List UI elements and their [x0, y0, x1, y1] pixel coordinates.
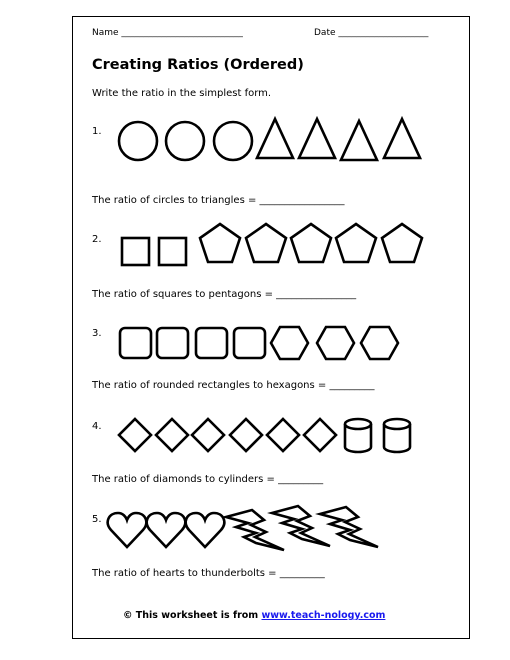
- footer-prefix: © This worksheet is from: [123, 610, 262, 621]
- heart-shape: [186, 513, 225, 547]
- thunderbolt-shape: [226, 510, 284, 550]
- thunderbolt-shape: [272, 506, 330, 546]
- problem-3-number: 3.: [92, 328, 102, 339]
- heart-shape: [147, 513, 186, 547]
- problem-3-question: The ratio of rounded rectangles to hexagons = _________: [92, 380, 375, 391]
- date-field-label: Date ____________________: [314, 28, 429, 38]
- square-shape: [159, 238, 186, 265]
- problem-2-number: 2.: [92, 234, 102, 245]
- rounded-rectangle-shape: [234, 328, 265, 358]
- diamond-shape: [267, 419, 299, 451]
- name-field-label: Name ___________________________: [92, 28, 243, 38]
- circle-shape: [119, 122, 157, 160]
- square-shape: [122, 238, 149, 265]
- worksheet-title: Creating Ratios (Ordered): [92, 57, 304, 73]
- circle-shape: [166, 122, 204, 160]
- rounded-rectangle-shape: [120, 328, 151, 358]
- triangle-shape: [384, 119, 420, 158]
- diamond-shape: [119, 419, 151, 451]
- cylinder-shape: [345, 419, 371, 452]
- problem-5-number: 5.: [92, 514, 102, 525]
- hexagon-shape: [361, 327, 398, 359]
- heart-shape: [108, 513, 147, 547]
- rounded-rectangle-shape: [196, 328, 227, 358]
- circle-shape: [214, 122, 252, 160]
- problem-4-question: The ratio of diamonds to cylinders = _________: [92, 474, 324, 485]
- triangle-shape: [299, 119, 335, 158]
- problem-1-number: 1.: [92, 126, 102, 137]
- problem-4-number: 4.: [92, 421, 102, 432]
- hexagon-shape: [317, 327, 354, 359]
- problem-2-question: The ratio of squares to pentagons = ________________: [92, 289, 357, 300]
- problem-5-question: The ratio of hearts to thunderbolts = _________: [92, 568, 325, 579]
- rounded-rectangle-shape: [157, 328, 188, 358]
- diamond-shape: [304, 419, 336, 451]
- problem-1-question: The ratio of circles to triangles = _________________: [92, 195, 345, 206]
- triangle-shape: [341, 121, 377, 160]
- hexagon-shape: [271, 327, 308, 359]
- cylinder-shape: [384, 419, 410, 452]
- instruction-text: Write the ratio in the simplest form.: [92, 88, 272, 99]
- pentagon-shape: [291, 224, 331, 262]
- pentagon-shape: [336, 224, 376, 262]
- diamond-shape: [230, 419, 262, 451]
- pentagon-shape: [246, 224, 286, 262]
- footer-link[interactable]: www.teach-nology.com: [261, 610, 386, 621]
- pentagon-shape: [382, 224, 422, 262]
- diamond-shape: [156, 419, 188, 451]
- triangle-shape: [257, 119, 293, 158]
- pentagon-shape: [200, 224, 240, 262]
- thunderbolt-shape: [320, 507, 378, 547]
- diamond-shape: [192, 419, 224, 451]
